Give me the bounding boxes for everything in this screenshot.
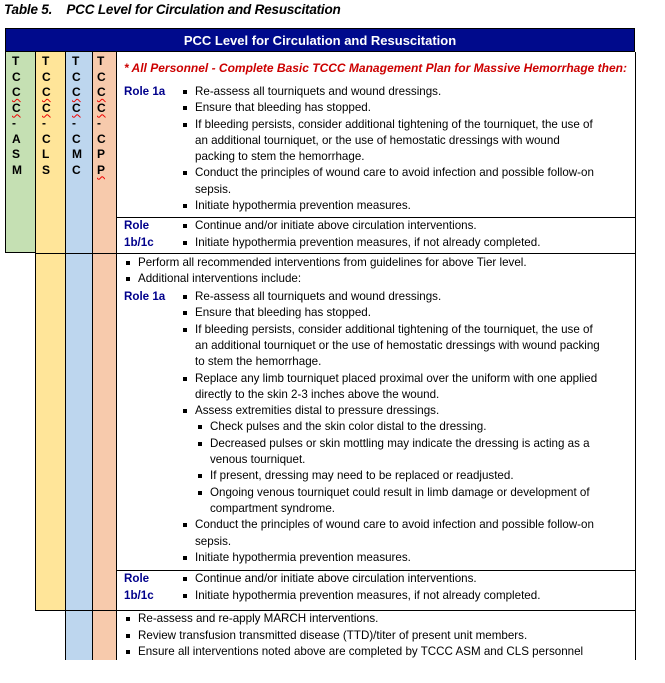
- letter: P: [97, 162, 106, 177]
- letter: C: [42, 131, 51, 146]
- letter: C: [72, 131, 81, 146]
- sub-list-item: If present, dressing may need to be replaced or readjusted.: [210, 468, 514, 484]
- letter: C: [72, 100, 81, 115]
- list-item: Ensure all interventions noted above are completed by TCCC ASM and CLS personnel: [138, 644, 583, 660]
- list-item: Conduct the principles of wound care to avoid infection and possible follow-on: [195, 517, 594, 533]
- list-item: Ensure that bleeding has stopped.: [195, 100, 371, 116]
- letter: -: [42, 116, 46, 130]
- list-item-continued: sepsis.: [195, 183, 232, 196]
- list-item-continued: sepsis.: [195, 535, 232, 548]
- column-label-asm: [12, 54, 22, 178]
- list-item: Initiate hypothermia prevention measures, if not already completed.: [195, 235, 540, 251]
- column-tccc-cls: [35, 52, 66, 611]
- role-label: Role 1a: [124, 290, 166, 303]
- intro-text: * All Personnel - Complete Basic TCCC Management Plan for Massive Hemorrhage then:: [124, 61, 628, 75]
- letter: C: [97, 69, 106, 84]
- letter: T: [72, 54, 80, 68]
- role-label: 1b/1c: [124, 236, 154, 249]
- sub-list-item-continued: compartment syndrome.: [210, 502, 336, 515]
- letter: C: [72, 85, 81, 99]
- list-item: Re-assess all tourniquets and wound dressings.: [195, 84, 441, 100]
- letter: C: [72, 69, 81, 84]
- list-item-continued: an additional tourniquet or the use of hemostatic dressings with wound packing: [195, 339, 600, 352]
- list-item: If bleeding persists, consider additional tightening of the tourniquet, the use of: [195, 117, 593, 133]
- sub-list-item: Ongoing venous tourniquet could result in limb damage or development of: [210, 485, 590, 501]
- letter: M: [72, 147, 82, 161]
- letter: C: [42, 85, 51, 99]
- letter: C: [12, 69, 21, 84]
- column-tccc-asm: [5, 52, 36, 253]
- list-item-continued: directly to the skin 2-3 inches above the wound.: [195, 388, 440, 401]
- letter: T: [42, 54, 50, 68]
- list-item: Continue and/or initiate above circulation interventions.: [195, 218, 477, 234]
- list-item: Initiate hypothermia prevention measures, if not already completed.: [195, 588, 540, 604]
- letter: S: [42, 162, 51, 177]
- list-item: Initiate hypothermia prevention measures.: [195, 550, 411, 566]
- letter: P: [97, 147, 106, 161]
- letter: S: [12, 147, 21, 161]
- list-item: Initiate hypothermia prevention measures.: [195, 198, 411, 214]
- letter: C: [97, 131, 106, 146]
- column-label-cmc: [72, 54, 82, 178]
- list-item: Perform all recommended interventions from guidelines for above Tier level.: [138, 255, 527, 271]
- list-item: Continue and/or initiate above circulation interventions.: [195, 571, 477, 587]
- list-item-continued: an additional tourniquet, or the use of hemostatic dressings with wound: [195, 134, 560, 147]
- letter: C: [12, 100, 21, 115]
- table-caption: Table 5. PCC Level for Circulation and Resuscitation: [4, 2, 341, 17]
- list-item: Assess extremities distal to pressure dressings.: [195, 403, 439, 419]
- sub-list-item: Decreased pulses or skin mottling may indicate the dressing is acting as a: [210, 436, 590, 452]
- letter: C: [97, 85, 106, 99]
- list-item: Replace any limb tourniquet placed proximal over the uniform with one applied: [195, 371, 597, 387]
- column-tccc-cpp: [92, 52, 117, 660]
- table-header: [5, 28, 635, 52]
- letter: M: [12, 162, 22, 177]
- letter: L: [42, 147, 50, 161]
- letter: T: [12, 54, 20, 68]
- table-header-title: PCC Level for Circulation and Resuscitation: [183, 32, 457, 48]
- sub-list-item: Check pulses and the skin color distal to the dressing.: [210, 419, 486, 435]
- letter: C: [42, 69, 51, 84]
- list-item-continued: to stem the hemorrhage.: [195, 355, 322, 368]
- list-item-continued: packing to stem the hemorrhage.: [195, 150, 365, 163]
- list-item: Review transfusion transmitted disease (TTD)/titer of present unit members.: [138, 628, 527, 644]
- letter: -: [72, 116, 76, 130]
- role-label: Role: [124, 219, 150, 232]
- letter: C: [12, 85, 21, 99]
- letter: -: [12, 116, 16, 130]
- letter: C: [72, 162, 81, 177]
- letter: C: [97, 100, 106, 115]
- letter: -: [97, 116, 101, 130]
- role-label: Role 1a: [124, 85, 166, 98]
- list-item: Ensure that bleeding has stopped.: [195, 305, 371, 321]
- content-right-border: [635, 52, 636, 660]
- role-label: 1b/1c: [124, 589, 154, 602]
- column-tccc-cmc: [65, 52, 93, 660]
- letter: C: [42, 100, 51, 115]
- list-item: Re-assess and re-apply MARCH interventions.: [138, 611, 378, 627]
- sub-list-item-continued: venous tourniquet.: [210, 453, 306, 466]
- list-item: Conduct the principles of wound care to avoid infection and possible follow-on: [195, 165, 594, 181]
- divider-tier2: [35, 253, 636, 254]
- role-label: Role: [124, 572, 150, 585]
- letter: T: [97, 54, 105, 68]
- list-item: Additional interventions include:: [138, 271, 301, 287]
- list-item: Re-assess all tourniquets and wound dressings.: [195, 289, 441, 305]
- list-item: If bleeding persists, consider additional tightening of the tourniquet, the use of: [195, 322, 593, 338]
- column-label-cls: [42, 54, 51, 178]
- content-left-border: [116, 52, 117, 660]
- letter: A: [12, 131, 21, 146]
- column-label-cpp: [97, 54, 106, 178]
